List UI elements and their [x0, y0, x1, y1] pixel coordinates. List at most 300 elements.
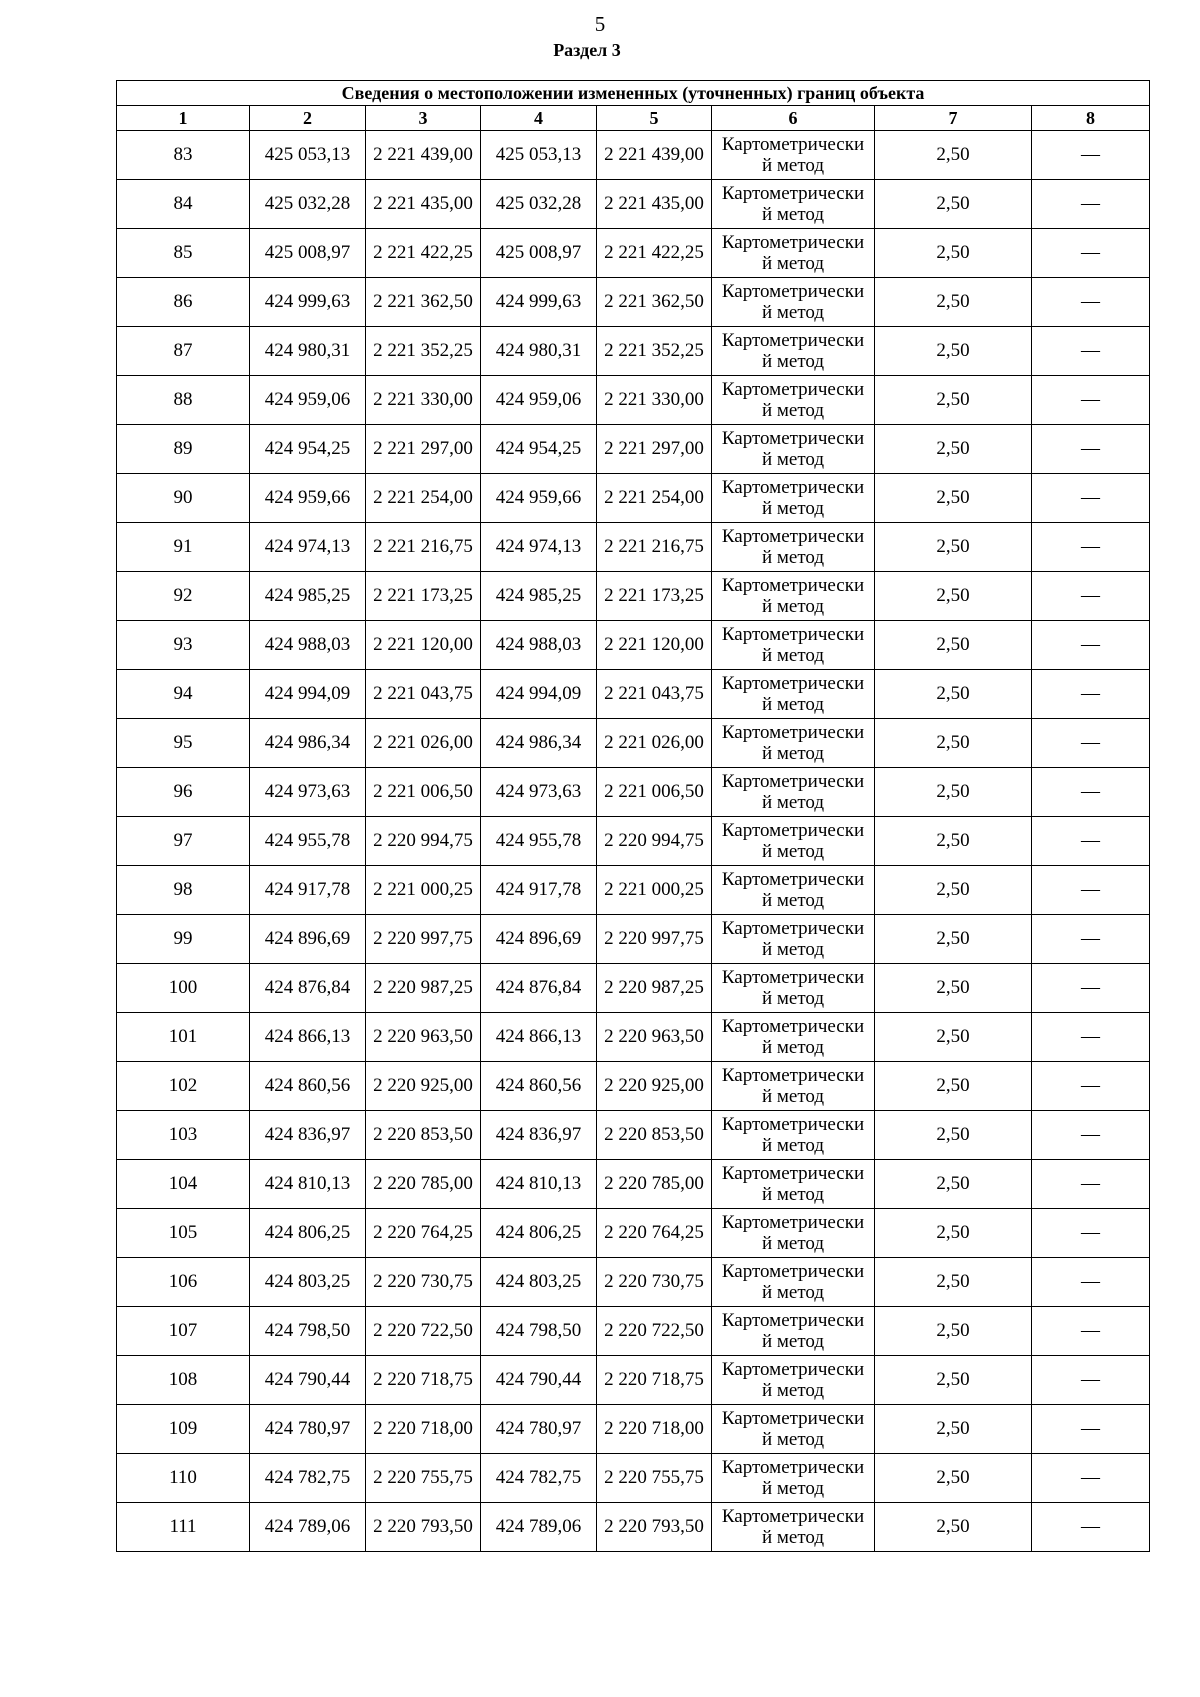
existing-y-cell: 2 220 785,00: [366, 1160, 481, 1209]
existing-x-cell: 424 780,97: [250, 1405, 366, 1454]
precision-cell: 2,50: [875, 915, 1032, 964]
method-text-line1: Картометрически: [721, 918, 865, 939]
description-cell: —: [1032, 768, 1150, 817]
method-text-line2: й метод: [761, 302, 825, 323]
column-number: 1: [117, 106, 250, 131]
existing-x-cell: 424 789,06: [250, 1503, 366, 1552]
refined-x-cell: 424 780,97: [481, 1405, 597, 1454]
method-cell: [712, 1160, 875, 1209]
point-number-cell: 99: [117, 915, 250, 964]
refined-x-cell: 424 959,66: [481, 474, 597, 523]
method-text-line1: Картометрически: [721, 232, 865, 253]
point-number-cell: 101: [117, 1013, 250, 1062]
description-cell: —: [1032, 1209, 1150, 1258]
table-row: [117, 131, 1150, 180]
existing-x-cell: 424 917,78: [250, 866, 366, 915]
refined-y-cell: 2 221 352,25: [597, 327, 712, 376]
method-cell: [712, 915, 875, 964]
existing-y-cell: 2 220 755,75: [366, 1454, 481, 1503]
existing-x-cell: 424 876,84: [250, 964, 366, 1013]
existing-x-cell: 424 790,44: [250, 1356, 366, 1405]
table-row: [117, 670, 1150, 719]
existing-x-cell: 424 806,25: [250, 1209, 366, 1258]
method-text-line1: Картометрически: [721, 624, 865, 645]
precision-cell: 2,50: [875, 1013, 1032, 1062]
precision-cell: 2,50: [875, 1062, 1032, 1111]
existing-y-cell: 2 221 439,00: [366, 131, 481, 180]
existing-x-cell: 424 803,25: [250, 1258, 366, 1307]
point-number-cell: 111: [117, 1503, 250, 1552]
existing-y-cell: 2 221 362,50: [366, 278, 481, 327]
table-row: [117, 1356, 1150, 1405]
method-text-line2: й метод: [761, 841, 825, 862]
method-text-line1: Картометрически: [721, 575, 865, 596]
method-text-line2: й метод: [761, 449, 825, 470]
table-row: [117, 229, 1150, 278]
refined-x-cell: 424 860,56: [481, 1062, 597, 1111]
table-row: [117, 1209, 1150, 1258]
existing-x-cell: 425 053,13: [250, 131, 366, 180]
point-number-cell: 90: [117, 474, 250, 523]
description-cell: —: [1032, 474, 1150, 523]
existing-y-cell: 2 220 722,50: [366, 1307, 481, 1356]
point-number-cell: 106: [117, 1258, 250, 1307]
precision-cell: 2,50: [875, 768, 1032, 817]
method-cell: [712, 474, 875, 523]
method-text-line1: Картометрически: [721, 428, 865, 449]
precision-cell: 2,50: [875, 1111, 1032, 1160]
precision-cell: 2,50: [875, 474, 1032, 523]
existing-y-cell: 2 220 793,50: [366, 1503, 481, 1552]
refined-x-cell: 424 896,69: [481, 915, 597, 964]
refined-y-cell: 2 221 254,00: [597, 474, 712, 523]
existing-y-cell: 2 221 435,00: [366, 180, 481, 229]
table-row: [117, 1111, 1150, 1160]
description-cell: —: [1032, 719, 1150, 768]
existing-x-cell: 425 032,28: [250, 180, 366, 229]
refined-y-cell: 2 220 718,75: [597, 1356, 712, 1405]
refined-x-cell: 424 974,13: [481, 523, 597, 572]
refined-x-cell: 424 836,97: [481, 1111, 597, 1160]
precision-cell: 2,50: [875, 866, 1032, 915]
refined-y-cell: 2 220 987,25: [597, 964, 712, 1013]
refined-x-cell: 424 876,84: [481, 964, 597, 1013]
existing-y-cell: 2 221 026,00: [366, 719, 481, 768]
precision-cell: 2,50: [875, 425, 1032, 474]
description-cell: —: [1032, 1454, 1150, 1503]
existing-y-cell: 2 221 330,00: [366, 376, 481, 425]
point-number-cell: 104: [117, 1160, 250, 1209]
description-cell: —: [1032, 670, 1150, 719]
refined-y-cell: 2 220 718,00: [597, 1405, 712, 1454]
description-cell: —: [1032, 1258, 1150, 1307]
method-text-line2: й метод: [761, 547, 825, 568]
method-cell: [712, 1307, 875, 1356]
description-cell: —: [1032, 572, 1150, 621]
method-cell: [712, 278, 875, 327]
precision-cell: 2,50: [875, 964, 1032, 1013]
description-cell: —: [1032, 866, 1150, 915]
method-text-line1: Картометрически: [721, 1310, 865, 1331]
table-row: [117, 425, 1150, 474]
boundary-coordinates-table: [116, 80, 1150, 1552]
method-text-line2: й метод: [761, 743, 825, 764]
existing-x-cell: 424 988,03: [250, 621, 366, 670]
method-cell: [712, 425, 875, 474]
table-row: [117, 523, 1150, 572]
table-row: [117, 1405, 1150, 1454]
refined-x-cell: 424 810,13: [481, 1160, 597, 1209]
refined-y-cell: 2 220 853,50: [597, 1111, 712, 1160]
existing-x-cell: 424 955,78: [250, 817, 366, 866]
method-cell: [712, 229, 875, 278]
method-text-line2: й метод: [761, 890, 825, 911]
existing-y-cell: 2 220 963,50: [366, 1013, 481, 1062]
refined-y-cell: 2 221 026,00: [597, 719, 712, 768]
refined-y-cell: 2 221 362,50: [597, 278, 712, 327]
point-number-cell: 91: [117, 523, 250, 572]
description-cell: —: [1032, 180, 1150, 229]
refined-y-cell: 2 221 120,00: [597, 621, 712, 670]
existing-x-cell: 424 954,25: [250, 425, 366, 474]
refined-x-cell: 424 790,44: [481, 1356, 597, 1405]
column-number: 6: [712, 106, 875, 131]
table-row: [117, 474, 1150, 523]
refined-y-cell: 2 221 422,25: [597, 229, 712, 278]
method-text-line1: Картометрически: [721, 134, 865, 155]
table-row: [117, 180, 1150, 229]
existing-y-cell: 2 221 000,25: [366, 866, 481, 915]
point-number-cell: 98: [117, 866, 250, 915]
method-cell: [712, 1013, 875, 1062]
table-caption: Сведения о местоположении измененных (уточненных) границ объекта: [117, 81, 1150, 106]
precision-cell: 2,50: [875, 1209, 1032, 1258]
method-text-line2: й метод: [761, 1380, 825, 1401]
method-text-line1: Картометрически: [721, 1065, 865, 1086]
method-text-line2: й метод: [761, 1135, 825, 1156]
refined-x-cell: 424 789,06: [481, 1503, 597, 1552]
table-row: [117, 1307, 1150, 1356]
existing-x-cell: 424 994,09: [250, 670, 366, 719]
method-cell: [712, 1111, 875, 1160]
precision-cell: 2,50: [875, 621, 1032, 670]
method-text-line1: Картометрически: [721, 379, 865, 400]
refined-x-cell: 424 999,63: [481, 278, 597, 327]
table-row: [117, 621, 1150, 670]
method-text-line2: й метод: [761, 498, 825, 519]
existing-x-cell: 424 959,06: [250, 376, 366, 425]
column-number-row: [117, 106, 1150, 131]
existing-y-cell: 2 221 297,00: [366, 425, 481, 474]
table-caption-row: [117, 81, 1150, 106]
refined-y-cell: 2 221 435,00: [597, 180, 712, 229]
method-text-line1: Картометрически: [721, 330, 865, 351]
point-number-cell: 89: [117, 425, 250, 474]
point-number-cell: 83: [117, 131, 250, 180]
point-number-cell: 95: [117, 719, 250, 768]
refined-x-cell: 424 986,34: [481, 719, 597, 768]
page-number: 5: [594, 12, 606, 36]
method-text-line1: Картометрически: [721, 967, 865, 988]
method-cell: [712, 866, 875, 915]
method-text-line1: Картометрически: [721, 1359, 865, 1380]
description-cell: —: [1032, 131, 1150, 180]
method-text-line1: Картометрически: [721, 183, 865, 204]
point-number-cell: 87: [117, 327, 250, 376]
column-number: 8: [1032, 106, 1150, 131]
point-number-cell: 97: [117, 817, 250, 866]
refined-x-cell: 424 917,78: [481, 866, 597, 915]
column-number: 2: [250, 106, 366, 131]
method-text-line2: й метод: [761, 939, 825, 960]
existing-y-cell: 2 220 764,25: [366, 1209, 481, 1258]
refined-x-cell: 424 959,06: [481, 376, 597, 425]
point-number-cell: 84: [117, 180, 250, 229]
point-number-cell: 96: [117, 768, 250, 817]
description-cell: —: [1032, 1405, 1150, 1454]
table-row: [117, 964, 1150, 1013]
method-text-line2: й метод: [761, 204, 825, 225]
method-text-line1: Картометрически: [721, 477, 865, 498]
existing-y-cell: 2 220 730,75: [366, 1258, 481, 1307]
refined-y-cell: 2 220 793,50: [597, 1503, 712, 1552]
method-text-line2: й метод: [761, 1527, 825, 1548]
point-number-cell: 93: [117, 621, 250, 670]
refined-y-cell: 2 220 994,75: [597, 817, 712, 866]
method-text-line1: Картометрически: [721, 1457, 865, 1478]
refined-x-cell: 424 806,25: [481, 1209, 597, 1258]
existing-x-cell: 424 836,97: [250, 1111, 366, 1160]
method-text-line1: Картометрически: [721, 1016, 865, 1037]
existing-x-cell: 424 980,31: [250, 327, 366, 376]
existing-y-cell: 2 221 216,75: [366, 523, 481, 572]
method-text-line2: й метод: [761, 1331, 825, 1352]
point-number-cell: 100: [117, 964, 250, 1013]
method-text-line2: й метод: [761, 645, 825, 666]
precision-cell: 2,50: [875, 817, 1032, 866]
refined-x-cell: 424 973,63: [481, 768, 597, 817]
description-cell: —: [1032, 1111, 1150, 1160]
method-text-line2: й метод: [761, 1429, 825, 1450]
method-text-line2: й метод: [761, 792, 825, 813]
point-number-cell: 92: [117, 572, 250, 621]
existing-y-cell: 2 221 422,25: [366, 229, 481, 278]
refined-x-cell: 424 955,78: [481, 817, 597, 866]
method-cell: [712, 964, 875, 1013]
precision-cell: 2,50: [875, 327, 1032, 376]
precision-cell: 2,50: [875, 131, 1032, 180]
existing-x-cell: 424 782,75: [250, 1454, 366, 1503]
method-text-line2: й метод: [761, 1037, 825, 1058]
precision-cell: 2,50: [875, 1160, 1032, 1209]
existing-x-cell: 424 985,25: [250, 572, 366, 621]
table-row: [117, 1454, 1150, 1503]
refined-x-cell: 424 954,25: [481, 425, 597, 474]
existing-y-cell: 2 220 997,75: [366, 915, 481, 964]
description-cell: —: [1032, 621, 1150, 670]
description-cell: —: [1032, 1356, 1150, 1405]
method-text-line1: Картометрически: [721, 771, 865, 792]
refined-y-cell: 2 220 785,00: [597, 1160, 712, 1209]
table-row: [117, 376, 1150, 425]
table-row: [117, 1503, 1150, 1552]
refined-x-cell: 424 866,13: [481, 1013, 597, 1062]
method-text-line2: й метод: [761, 253, 825, 274]
refined-x-cell: 424 988,03: [481, 621, 597, 670]
column-number: 5: [597, 106, 712, 131]
method-cell: [712, 670, 875, 719]
table-row: [117, 768, 1150, 817]
existing-y-cell: 2 220 925,00: [366, 1062, 481, 1111]
existing-y-cell: 2 220 718,00: [366, 1405, 481, 1454]
table-row: [117, 817, 1150, 866]
refined-y-cell: 2 221 216,75: [597, 523, 712, 572]
existing-y-cell: 2 221 043,75: [366, 670, 481, 719]
point-number-cell: 110: [117, 1454, 250, 1503]
description-cell: —: [1032, 1503, 1150, 1552]
point-number-cell: 107: [117, 1307, 250, 1356]
precision-cell: 2,50: [875, 1503, 1032, 1552]
precision-cell: 2,50: [875, 1356, 1032, 1405]
method-cell: [712, 1209, 875, 1258]
precision-cell: 2,50: [875, 180, 1032, 229]
table-row: [117, 278, 1150, 327]
description-cell: —: [1032, 229, 1150, 278]
column-number: 4: [481, 106, 597, 131]
method-cell: [712, 572, 875, 621]
method-text-line2: й метод: [761, 988, 825, 1009]
point-number-cell: 94: [117, 670, 250, 719]
table-row: [117, 915, 1150, 964]
refined-y-cell: 2 220 925,00: [597, 1062, 712, 1111]
point-number-cell: 88: [117, 376, 250, 425]
column-number: 3: [366, 106, 481, 131]
table-row: [117, 719, 1150, 768]
method-text-line1: Картометрически: [721, 1506, 865, 1527]
description-cell: —: [1032, 1307, 1150, 1356]
method-text-line2: й метод: [761, 1233, 825, 1254]
precision-cell: 2,50: [875, 278, 1032, 327]
existing-y-cell: 2 221 173,25: [366, 572, 481, 621]
refined-x-cell: 424 994,09: [481, 670, 597, 719]
table-row: [117, 327, 1150, 376]
refined-y-cell: 2 220 722,50: [597, 1307, 712, 1356]
existing-y-cell: 2 220 987,25: [366, 964, 481, 1013]
point-number-cell: 85: [117, 229, 250, 278]
description-cell: —: [1032, 376, 1150, 425]
precision-cell: 2,50: [875, 1454, 1032, 1503]
existing-x-cell: 424 798,50: [250, 1307, 366, 1356]
refined-y-cell: 2 220 764,25: [597, 1209, 712, 1258]
table-row: [117, 1062, 1150, 1111]
table-row: [117, 866, 1150, 915]
method-cell: [712, 1405, 875, 1454]
method-cell: [712, 768, 875, 817]
method-text-line2: й метод: [761, 1086, 825, 1107]
method-cell: [712, 1454, 875, 1503]
existing-x-cell: 424 860,56: [250, 1062, 366, 1111]
method-text-line2: й метод: [761, 400, 825, 421]
existing-y-cell: 2 221 120,00: [366, 621, 481, 670]
existing-x-cell: 424 973,63: [250, 768, 366, 817]
existing-x-cell: 424 974,13: [250, 523, 366, 572]
refined-y-cell: 2 221 330,00: [597, 376, 712, 425]
refined-x-cell: 424 980,31: [481, 327, 597, 376]
refined-y-cell: 2 221 000,25: [597, 866, 712, 915]
refined-y-cell: 2 221 173,25: [597, 572, 712, 621]
refined-x-cell: 424 782,75: [481, 1454, 597, 1503]
existing-y-cell: 2 221 254,00: [366, 474, 481, 523]
refined-x-cell: 425 032,28: [481, 180, 597, 229]
refined-y-cell: 2 221 043,75: [597, 670, 712, 719]
existing-y-cell: 2 221 352,25: [366, 327, 481, 376]
existing-x-cell: 424 999,63: [250, 278, 366, 327]
method-text-line2: й метод: [761, 155, 825, 176]
description-cell: —: [1032, 327, 1150, 376]
refined-x-cell: 424 985,25: [481, 572, 597, 621]
point-number-cell: 109: [117, 1405, 250, 1454]
existing-x-cell: 425 008,97: [250, 229, 366, 278]
method-text-line1: Картометрически: [721, 526, 865, 547]
existing-x-cell: 424 959,66: [250, 474, 366, 523]
point-number-cell: 103: [117, 1111, 250, 1160]
method-cell: [712, 621, 875, 670]
description-cell: —: [1032, 425, 1150, 474]
precision-cell: 2,50: [875, 376, 1032, 425]
existing-x-cell: 424 986,34: [250, 719, 366, 768]
point-number-cell: 86: [117, 278, 250, 327]
refined-x-cell: 424 803,25: [481, 1258, 597, 1307]
precision-cell: 2,50: [875, 1258, 1032, 1307]
refined-y-cell: 2 220 963,50: [597, 1013, 712, 1062]
method-cell: [712, 1503, 875, 1552]
refined-y-cell: 2 220 755,75: [597, 1454, 712, 1503]
precision-cell: 2,50: [875, 572, 1032, 621]
existing-x-cell: 424 896,69: [250, 915, 366, 964]
method-text-line2: й метод: [761, 1478, 825, 1499]
table-row: [117, 1258, 1150, 1307]
point-number-cell: 102: [117, 1062, 250, 1111]
column-number: 7: [875, 106, 1032, 131]
method-text-line1: Картометрически: [721, 820, 865, 841]
precision-cell: 2,50: [875, 719, 1032, 768]
method-text-line1: Картометрически: [721, 281, 865, 302]
precision-cell: 2,50: [875, 1307, 1032, 1356]
refined-y-cell: 2 220 997,75: [597, 915, 712, 964]
description-cell: —: [1032, 1160, 1150, 1209]
method-text-line2: й метод: [761, 351, 825, 372]
method-text-line2: й метод: [761, 1282, 825, 1303]
method-cell: [712, 1258, 875, 1307]
method-text-line1: Картометрически: [721, 1408, 865, 1429]
existing-y-cell: 2 221 006,50: [366, 768, 481, 817]
refined-y-cell: 2 221 297,00: [597, 425, 712, 474]
existing-x-cell: 424 866,13: [250, 1013, 366, 1062]
method-text-line2: й метод: [761, 1184, 825, 1205]
description-cell: —: [1032, 278, 1150, 327]
existing-x-cell: 424 810,13: [250, 1160, 366, 1209]
method-cell: [712, 817, 875, 866]
refined-x-cell: 425 008,97: [481, 229, 597, 278]
method-text-line2: й метод: [761, 596, 825, 617]
precision-cell: 2,50: [875, 229, 1032, 278]
refined-x-cell: 425 053,13: [481, 131, 597, 180]
method-cell: [712, 1062, 875, 1111]
method-text-line1: Картометрически: [721, 1163, 865, 1184]
method-cell: [712, 719, 875, 768]
refined-x-cell: 424 798,50: [481, 1307, 597, 1356]
table-row: [117, 1160, 1150, 1209]
